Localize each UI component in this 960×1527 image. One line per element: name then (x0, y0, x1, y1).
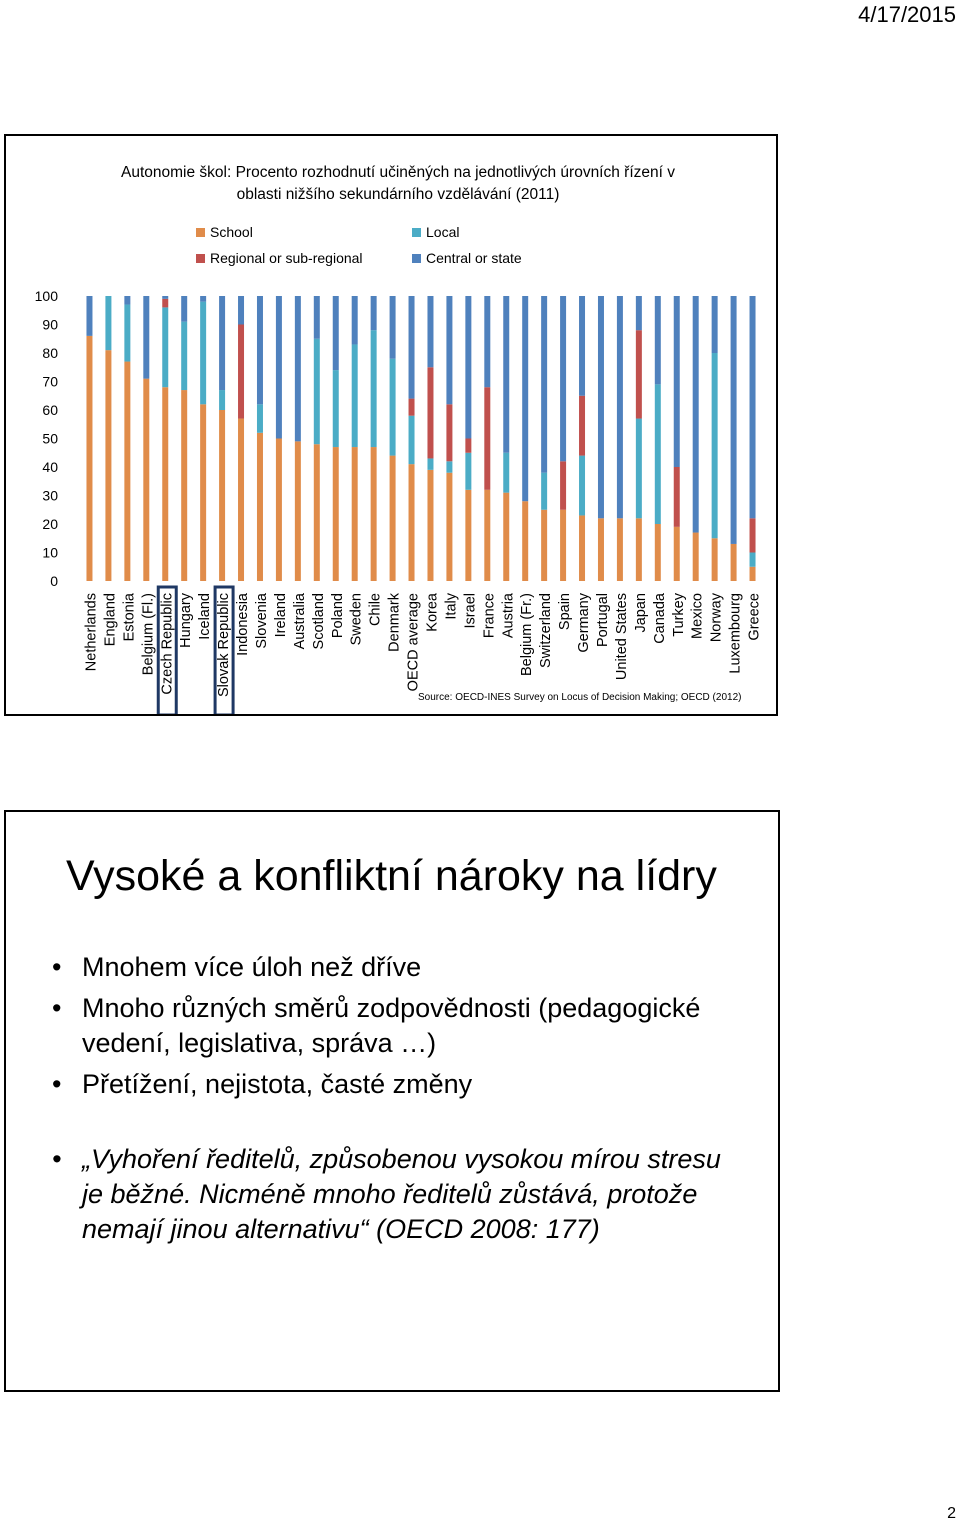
y-tick-label: 100 (34, 288, 58, 304)
bar-segment (560, 296, 566, 461)
bar-segment (636, 518, 642, 581)
x-category-label: Belgium (Fr.) (519, 593, 536, 676)
x-category-label: Norway (708, 593, 725, 643)
x-category-label: Canada (651, 593, 668, 644)
x-category-label: Slovak Republic (216, 593, 233, 697)
bar-segment (427, 470, 433, 581)
chart-title-line-1: Autonomie škol: Procento rozhodnutí učiněných na jednotlivých úrovních řízení v (120, 164, 675, 181)
y-tick-label: 10 (42, 544, 58, 561)
bar-segment (124, 362, 130, 581)
bar-segment (731, 544, 737, 581)
bar-segment (257, 404, 263, 433)
x-category-label: Estonia (121, 593, 138, 642)
bar-segment (446, 461, 452, 472)
bar-segment (200, 302, 206, 405)
bar-segment (617, 296, 623, 518)
bar-segment (465, 296, 471, 439)
bar-segment (522, 501, 528, 581)
slide-title: Vysoké a konfliktní nároky na lídry (66, 852, 717, 900)
chart-title-line-2: oblasti nižšího sekundárního vzdělávání (2011) (236, 186, 560, 203)
bar-segment (541, 510, 547, 581)
y-tick-label: 40 (42, 459, 58, 475)
bar-segment (409, 416, 415, 464)
x-category-label: Mexico (689, 593, 706, 639)
bar-segment (124, 296, 130, 305)
bar-segment (333, 370, 339, 447)
x-category-label: Portugal (594, 593, 611, 648)
quote-bullet: • „Vyhoření ředitelů, způsobenou vysokou mírou stresu je běžné. Nicméně mnoho ředitelů zůstává, protože nemají jinou alternativu“ (OECD 2008: 177) (6, 1142, 780, 1247)
x-category-label: France (481, 593, 498, 639)
bar-segment (655, 296, 661, 384)
bar-segment (579, 515, 585, 581)
bullet-item: • Přetížení, nejistota, časté změny (6, 1067, 780, 1102)
bar-segment (162, 307, 168, 387)
bar-segment (409, 399, 415, 416)
bar-segment (314, 444, 320, 581)
x-category-label: Netherlands (83, 593, 100, 672)
x-category-label: Belgium (Fl.) (140, 593, 157, 676)
bar-segment (238, 325, 244, 419)
x-category-label: Ireland (272, 593, 289, 638)
bar-segment (712, 353, 718, 538)
legend-label-central: Central or state (426, 250, 522, 266)
bar-segment (352, 447, 358, 581)
slide-date: 4/17/2015 (858, 2, 956, 27)
x-category-label: Sweden (348, 593, 365, 646)
bar-segment (390, 456, 396, 581)
y-tick-label: 30 (42, 487, 58, 504)
bar-segment (712, 538, 718, 581)
bar-segment (465, 490, 471, 581)
bar-segment (655, 384, 661, 524)
bar-segment (712, 296, 718, 353)
bar-segment (541, 296, 547, 473)
bar-segment (124, 305, 130, 362)
bar-segment (276, 439, 282, 582)
bar-segment (484, 296, 490, 387)
legend-label-school: School (210, 224, 253, 240)
bar-segment (731, 296, 737, 544)
x-category-label: Greece (746, 593, 763, 641)
bar-segment (579, 296, 585, 396)
x-category-label: Australia (291, 593, 308, 650)
x-category-label: Korea (424, 593, 441, 632)
bullet-item: • Mnohem více úloh než dříve (6, 950, 780, 985)
x-category-label: Germany (576, 593, 593, 653)
bar-segment (162, 387, 168, 581)
bar-segment (181, 296, 187, 322)
bar-segment (503, 296, 509, 453)
bar-segment (446, 473, 452, 581)
bar-segment (219, 390, 225, 410)
bar-segment (409, 296, 415, 399)
y-tick-label: 80 (42, 345, 58, 361)
bar-segment (503, 453, 509, 493)
x-category-label: Czech Republic (159, 593, 176, 695)
bar-segment (617, 518, 623, 581)
bar-segment (333, 296, 339, 370)
bar-segment (314, 339, 320, 444)
bar-segment (579, 396, 585, 456)
x-category-label: Austria (500, 593, 517, 639)
x-category-label: Luxembourg (727, 593, 744, 674)
bar-segment (352, 344, 358, 447)
bar-segment (276, 296, 282, 439)
bar-segment (750, 553, 756, 567)
bar-segment (674, 296, 680, 467)
bar-segment (86, 336, 92, 581)
y-tick-label: 0 (50, 573, 58, 589)
legend-label-regional: Regional or sub-regional (210, 250, 363, 266)
bar-segment (200, 404, 206, 581)
bar-segment (219, 296, 225, 390)
bar-segment (674, 527, 680, 581)
bar-segment (390, 359, 396, 456)
x-category-label: Slovenia (253, 593, 270, 649)
bar-segment (181, 390, 187, 581)
bar-segment (162, 296, 168, 299)
bar-segment (636, 330, 642, 418)
bar-segment (484, 387, 490, 490)
bar-segment (446, 296, 452, 404)
bar-segment (465, 453, 471, 490)
chart-source: Source: OECD-INES Survey on Locus of Decision Making; OECD (2012) (418, 692, 742, 703)
bar-segment (465, 439, 471, 453)
bar-segment (427, 367, 433, 458)
bar-segment (238, 419, 244, 581)
bar-segment (693, 533, 699, 581)
bullet-list (6, 950, 780, 1253)
chart-slide (4, 134, 778, 716)
bar-segment (541, 473, 547, 510)
bar-segment (390, 296, 396, 359)
bar-segment (371, 447, 377, 581)
x-category-label: Chile (367, 593, 384, 627)
bar-segment (295, 441, 301, 581)
x-category-label: Turkey (670, 593, 687, 637)
bar-segment (636, 296, 642, 330)
x-category-label: Switzerland (538, 593, 555, 668)
bar-segment (503, 493, 509, 581)
y-tick-label: 50 (42, 430, 58, 447)
bar-segment (352, 296, 358, 344)
bar-segment (655, 524, 661, 581)
y-tick-label: 20 (42, 516, 58, 532)
bar-segment (333, 447, 339, 581)
bar-segment (371, 296, 377, 330)
y-tick-label: 70 (42, 373, 58, 390)
legend-label-local: Local (426, 224, 460, 240)
text-slide (4, 810, 780, 1392)
bar-segment (427, 296, 433, 367)
bar-segment (446, 404, 452, 461)
bar-segment (200, 296, 206, 302)
x-category-label: Indonesia (235, 593, 252, 656)
bar-segment (579, 456, 585, 516)
bar-segment (371, 330, 377, 447)
x-category-label: England (102, 593, 119, 647)
bar-segment (143, 296, 149, 379)
bar-segment (598, 296, 604, 518)
bar-segment (257, 433, 263, 581)
x-category-label: Spain (557, 593, 574, 631)
bar-segment (181, 322, 187, 390)
x-category-label: Denmark (386, 593, 403, 652)
bar-segment (750, 518, 756, 552)
page-number: 2 (947, 1505, 956, 1522)
bar-segment (295, 296, 301, 441)
x-category-label: Iceland (197, 593, 214, 640)
y-tick-label: 90 (42, 316, 58, 333)
x-category-label: OECD average (405, 593, 422, 692)
bar-segment (162, 299, 168, 308)
bar-segment (693, 296, 699, 533)
bar-segment (105, 296, 111, 350)
x-category-label: Scotland (310, 593, 327, 650)
x-category-label: Italy (443, 593, 460, 620)
x-category-label: Japan (632, 593, 649, 633)
bullet-item: • Mnoho různých směrů zodpovědnosti (pedagogické vedení, legislativa, správa …) (6, 991, 780, 1061)
x-category-label: Poland (329, 593, 346, 639)
bar-segment (238, 296, 244, 325)
bar-segment (674, 467, 680, 527)
y-tick-label: 60 (42, 402, 58, 418)
bar-segment (219, 410, 225, 581)
bar-segment (257, 296, 263, 404)
bar-segment (143, 379, 149, 581)
bar-segment (598, 518, 604, 581)
bar-segment (105, 350, 111, 581)
bar-segment (636, 419, 642, 519)
x-category-label: United States (613, 593, 630, 681)
x-category-label: Hungary (178, 593, 195, 648)
bar-segment (427, 458, 433, 469)
bar-segment (560, 510, 566, 581)
bar-segment (522, 296, 528, 501)
bar-segment (409, 464, 415, 581)
bar-segment (750, 296, 756, 518)
bar-segment (86, 296, 92, 336)
bar-segment (750, 567, 756, 581)
bar-segment (484, 490, 490, 581)
stacked-bar-chart (6, 136, 776, 714)
bar-segment (560, 461, 566, 509)
bar-segment (314, 296, 320, 339)
x-category-label: Israel (462, 593, 479, 629)
